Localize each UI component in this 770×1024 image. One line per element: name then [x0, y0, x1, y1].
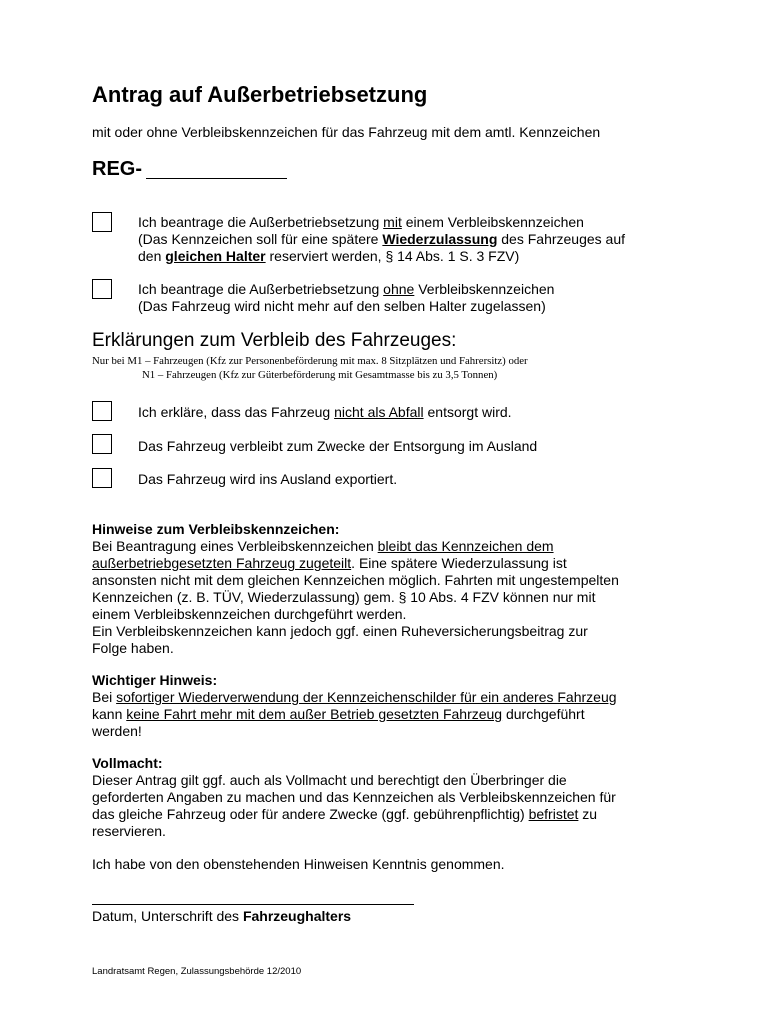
hinweise-section: Hinweise zum Verbleibskennzeichen: Bei Beantragung eines Verbleibskennzeichen bleibt das Kennzeichen dem außerbetriebgesetzten Fahrzeug zugeteilt. Eine spätere Wiederzulassung ist ansonsten nicht mit dem gleichen Kennzeichen möglich. Fahrten mit ungestempelten Kennzeichen (z. B. TÜV, Wiederzulassung) gem. § 10 Abs. 4 FZV können nur mit einem Verbleibskennzeichen durchgeführt werden. Ein Verbleibskennzeichen kann jedoch ggf. einen Ruheversicherungsbeitrag zur Folge haben.: [92, 521, 619, 656]
vehicle-class-note-m1: Nur bei M1 – Fahrzeugen (Kfz zur Personenbeförderung mit max. 8 Sitzplätzen und Fahrersitz) oder: [92, 355, 528, 367]
page-subtitle: mit oder ohne Verbleibskennzeichen für das Fahrzeug mit dem amtl. Kennzeichen: [92, 124, 601, 140]
option-mit-text: Ich beantrage die Außerbetriebsetzung mit einem Verbleibskennzeichen (Das Kennzeichen soll für eine spätere Wiederzulassung des Fahrzeuges auf den gleichen Halter reserviert werden, § 14 Abs. 1 S. 3 FZV): [138, 214, 626, 264]
checkbox-mit-verbleibskennzeichen[interactable]: [92, 212, 112, 232]
wichtiger-hinweis-section: Wichtiger Hinweis: Bei sofortiger Wiederverwendung der Kennzeichenschilder für ein anderes Fahrzeug kann keine Fahrt mehr mit dem außer Betrieb gesetzten Fahrzeug durchgeführt werden!: [92, 672, 617, 739]
kenntnis-statement: Ich habe von den obenstehenden Hinweisen Kenntnis genommen.: [92, 856, 505, 872]
checkbox-nicht-als-abfall[interactable]: [92, 401, 112, 421]
checkbox-ohne-verbleibskennzeichen[interactable]: [92, 279, 112, 299]
option-export-ausland: Das Fahrzeug wird ins Ausland exportiert.: [138, 471, 398, 487]
reg-number-field[interactable]: [146, 178, 287, 179]
signature-line[interactable]: [92, 904, 414, 905]
page-title: Antrag auf Außerbetriebsetzung: [92, 82, 428, 107]
vollmacht-section: Vollmacht: Dieser Antrag gilt ggf. auch als Vollmacht und berechtigt den Überbringer die geforderten Angaben zu machen und das Kennzeichen als Verbleibskennzeichen für das gleiche Fahrzeug oder für andere Zwecke (ggf. gebührenpflichtig) befristet zu reservieren.: [92, 755, 616, 839]
option-nicht-als-abfall: Ich erkläre, dass das Fahrzeug nicht als Abfall entsorgt wird.: [138, 404, 512, 420]
signature-label: Datum, Unterschrift des Fahrzeughalters: [92, 908, 352, 924]
option-entsorgung-ausland: Das Fahrzeug verbleibt zum Zwecke der Entsorgung im Ausland: [138, 438, 538, 454]
checkbox-export-ausland[interactable]: [92, 468, 112, 488]
reg-label: REG-: [92, 158, 142, 180]
vehicle-class-note-n1: N1 – Fahrzeugen (Kfz zur Güterbeförderung mit Gesamtmasse bis zu 3,5 Tonnen): [142, 369, 498, 381]
section-heading-erklaerungen: Erklärungen zum Verbleib des Fahrzeuges:: [92, 330, 457, 351]
option-ohne-text: Ich beantrage die Außerbetriebsetzung ohne Verbleibskennzeichen (Das Fahrzeug wird nicht mehr auf den selben Halter zugelassen): [138, 281, 555, 314]
footer-text: Landratsamt Regen, Zulassungsbehörde 12/2010: [92, 966, 302, 977]
checkbox-entsorgung-ausland[interactable]: [92, 434, 112, 454]
